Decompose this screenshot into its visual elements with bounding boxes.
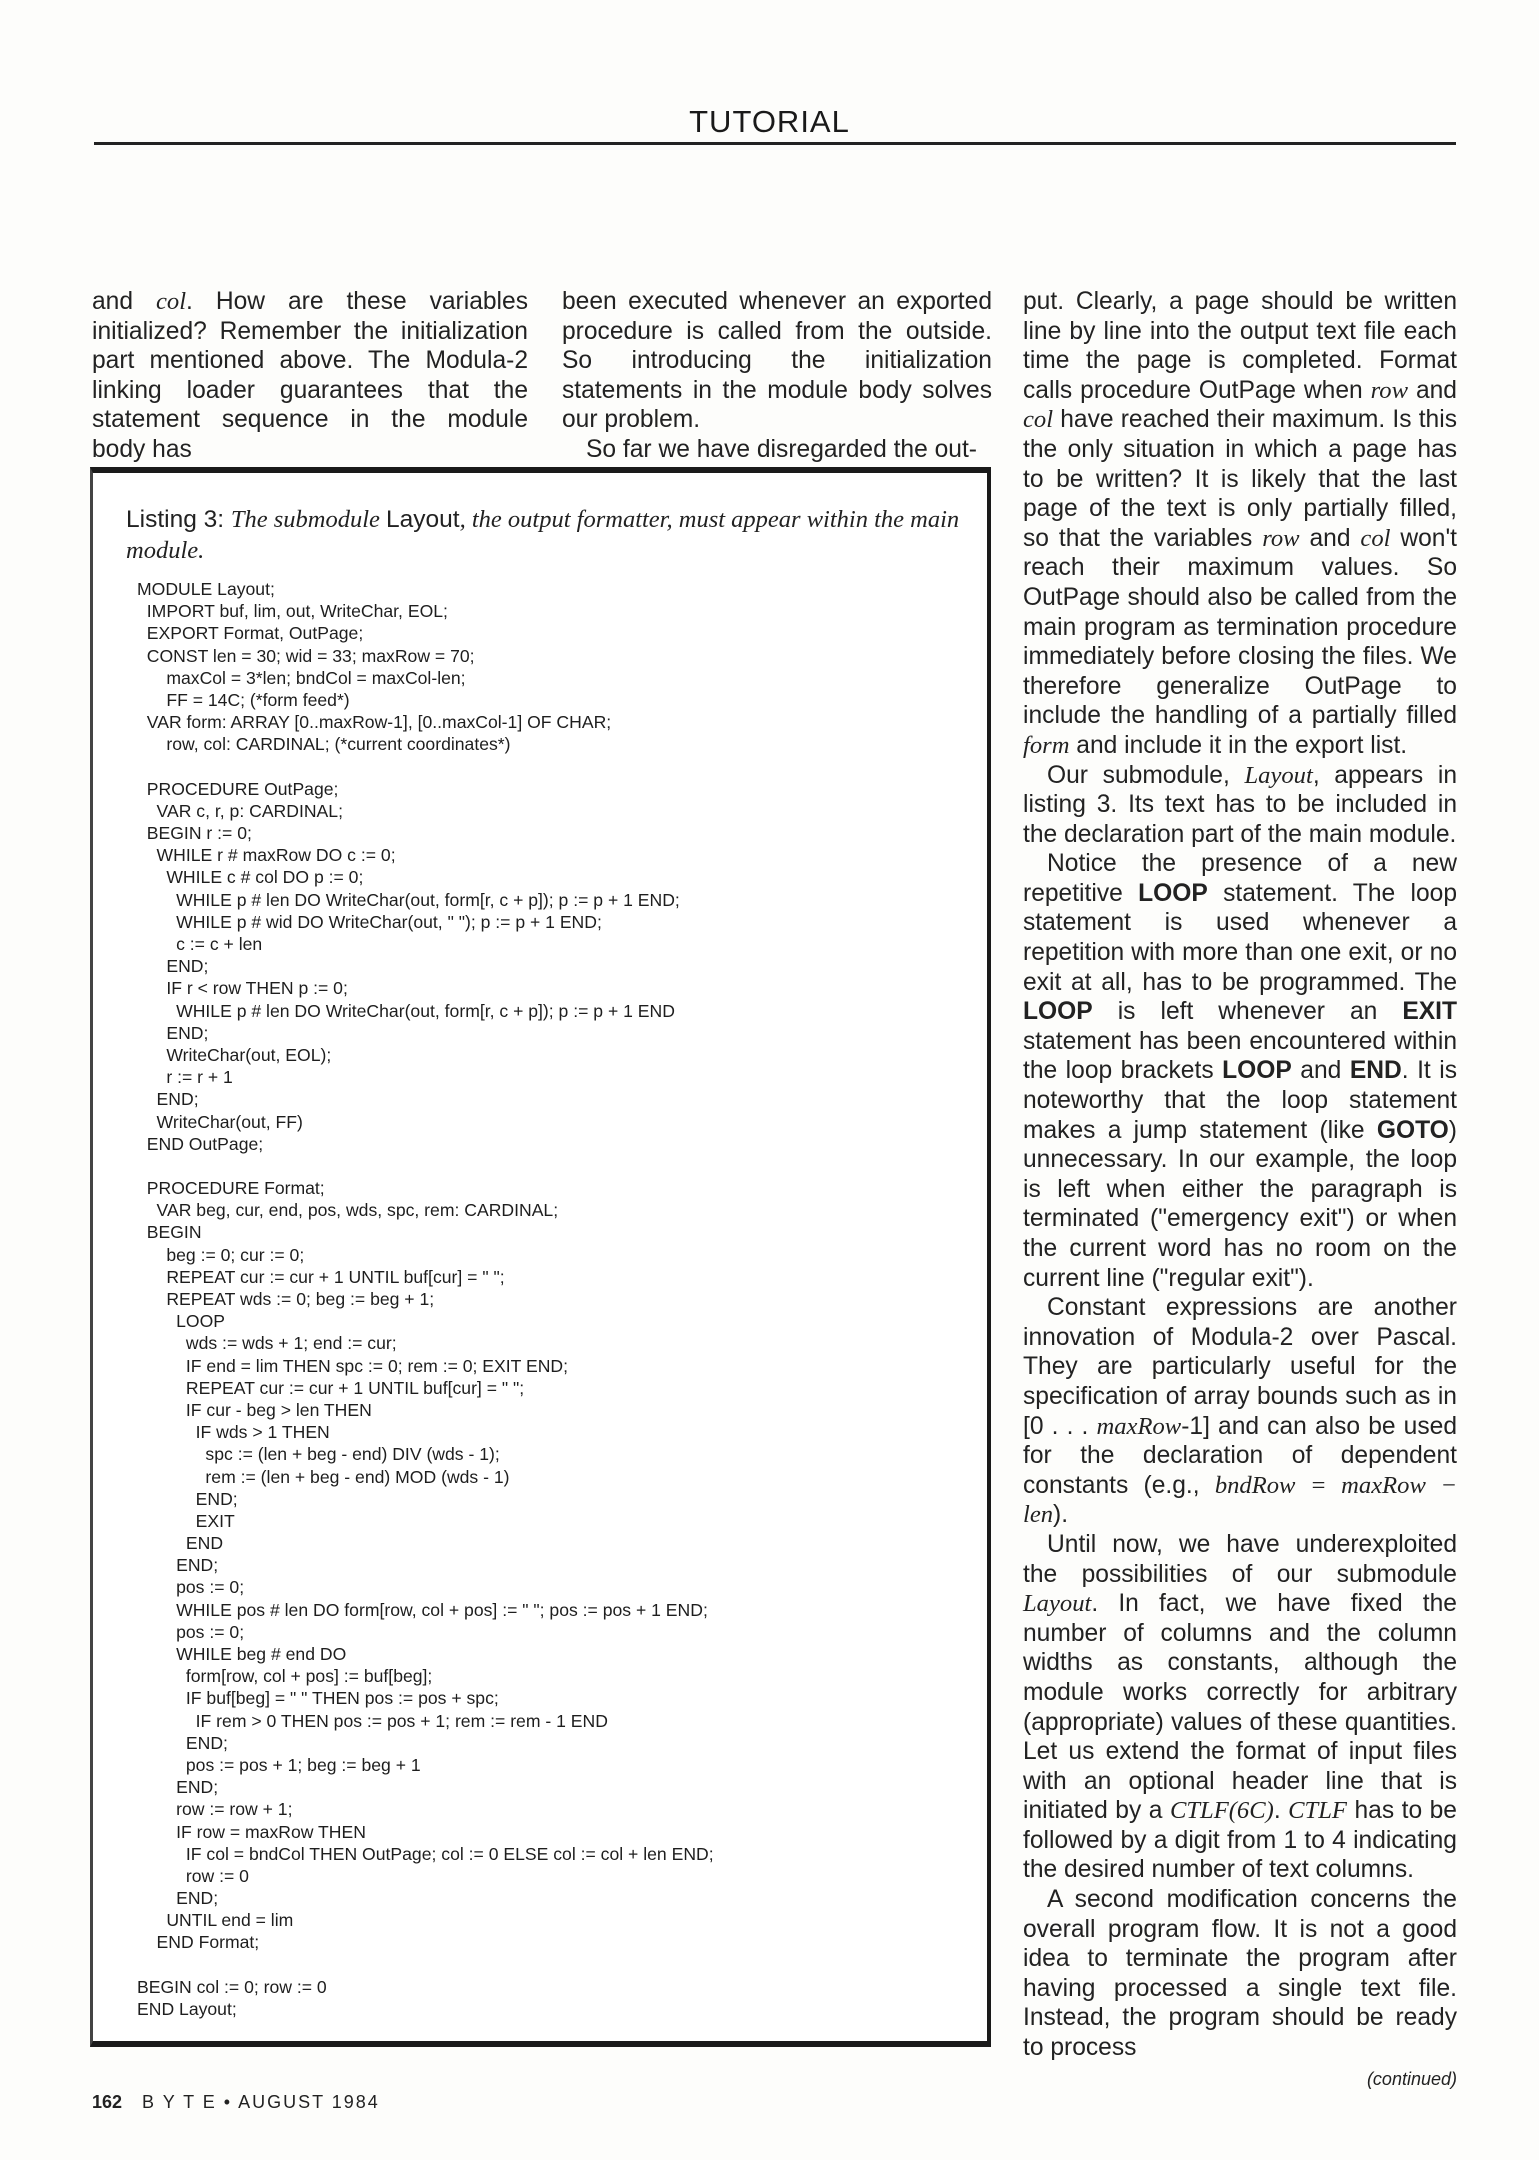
code-line: VAR c, r, p: CARDINAL; <box>137 800 343 821</box>
code-line: WriteChar(out, EOL); <box>137 1044 332 1065</box>
paragraph <box>1023 1293 1457 1530</box>
listing-caption <box>126 504 976 566</box>
code-line: END Format; <box>137 1932 260 1953</box>
text-run: Until now, we have underexploited the possibilities of our submodule <box>1023 1530 1457 1588</box>
code-line: r := r + 1 <box>137 1067 233 1088</box>
code-line: WHILE p # len DO WriteChar(out, form[r, c + p]); p := p + 1 END <box>137 1000 675 1021</box>
page-footer <box>92 2092 380 2113</box>
listing-caption-after: , the output formatter, must appear within the main module. <box>126 506 960 564</box>
continued-note: (continued) <box>1366 2068 1457 2089</box>
text-run: EXIT <box>1402 998 1457 1026</box>
paragraph <box>562 287 992 435</box>
paragraph <box>1023 1530 1457 1885</box>
paragraph <box>1023 287 1457 761</box>
text-run: col <box>155 288 187 315</box>
code-line: maxCol = 3*len; bndCol = maxCol-len; <box>137 667 466 688</box>
code-line: WHILE p # len DO WriteChar(out, form[r, c + p]); p := p + 1 END; <box>137 889 680 910</box>
listing-caption-name: Layout <box>386 506 460 533</box>
code-line: END; <box>137 1888 219 1909</box>
code-line: END; <box>137 1022 209 1043</box>
text-run: and <box>1291 1057 1350 1085</box>
text-run: -1] and can also be used for the declaration of dependent constants (e.g., <box>1023 1412 1457 1499</box>
listing-caption-before: The submodule <box>230 506 387 533</box>
text-run: and <box>1408 376 1457 404</box>
code-line: WriteChar(out, FF) <box>137 1111 303 1132</box>
code-line: IF rem > 0 THEN pos := pos + 1; rem := rem - 1 END <box>137 1710 608 1731</box>
text-run: GOTO <box>1376 1116 1449 1144</box>
text-run: ) unnecessary. In our example, the loop is left when either the paragraph is terminated ("emergency exit") or when the current word has no room on the current line ("regular exit"). <box>1023 1116 1457 1292</box>
code-line: c := c + len <box>137 934 263 954</box>
code-line: beg := 0; cur := 0; <box>137 1244 305 1265</box>
paragraph <box>1023 849 1457 1293</box>
code-line: END; <box>137 1555 219 1576</box>
text-run: . It is noteworthy that the loop statement makes a jump statement (like <box>1023 1057 1457 1144</box>
code-line: REPEAT wds := 0; beg := beg + 1; <box>137 1289 435 1309</box>
code-line: rem := (len + beg - end) MOD (wds - 1) <box>137 1466 510 1487</box>
text-run: and include it in the export list. <box>1069 731 1408 759</box>
code-line: IF col = bndCol THEN OutPage; col := 0 ELSE col := col + len END; <box>137 1843 714 1864</box>
code-line: END; <box>137 1777 219 1798</box>
code-line: VAR beg, cur, end, pos, wds, spc, rem: CARDINAL; <box>137 1200 559 1221</box>
paragraph <box>1023 761 1457 850</box>
code-line: END; <box>137 1488 238 1509</box>
page-number: 162 <box>92 2092 123 2112</box>
code-line: IF cur - beg > len THEN <box>137 1399 372 1420</box>
text-run: LOOP <box>1023 998 1093 1026</box>
text-run: statement. The loop statement is used whenever a repetition with more than one exit, or no exit at all, has to be programmed. The <box>1023 879 1457 996</box>
code-line: pos := 0; <box>137 1621 245 1642</box>
text-run: has to be followed by a digit from 1 to 4 indicating the desired number of text columns. <box>1023 1797 1457 1884</box>
text-run: Our submodule, <box>1047 761 1245 789</box>
code-line <box>137 756 987 778</box>
code-line: spc := (len + beg - end) DIV (wds - 1); <box>137 1444 500 1465</box>
code-line: pos := 0; <box>137 1577 245 1598</box>
code-line: WHILE pos # len DO form[row, col + pos] := " "; pos := pos + 1 END; <box>137 1599 708 1620</box>
text-run: is left whenever an <box>1092 998 1403 1026</box>
text-run: CTLF(6C) <box>1169 1797 1274 1825</box>
code-line: UNTIL end = lim <box>137 1910 294 1931</box>
text-run: row <box>1262 524 1300 552</box>
code-line: IF row = maxRow THEN <box>137 1821 366 1842</box>
code-line: PROCEDURE Format; <box>137 1178 325 1199</box>
code-line: WHILE r # maxRow DO c := 0; <box>137 845 396 866</box>
code-line: BEGIN r := 0; <box>137 823 252 844</box>
code-line: END OutPage; <box>137 1133 264 1154</box>
text-run: . <box>1273 1797 1289 1825</box>
text-run: LOOP <box>1138 879 1208 907</box>
code-line: END <box>137 1533 224 1554</box>
code-line: wds := wds + 1; end := cur; <box>137 1333 397 1354</box>
text-run: A second modification concerns the overall program flow. It is not a good idea to terminate the program after having processed a single text file. Instead, the program should be ready to process <box>1023 1886 1457 2062</box>
text-run: won't reach their maximum values. So OutPage should also be called from the main program as termination procedure immediately before closing the files. We therefore generalize OutPage to include the handling of a partially filled <box>1023 524 1457 730</box>
code-line: WHILE beg # end DO <box>137 1644 347 1664</box>
code-line: MODULE Layout; <box>137 579 275 599</box>
code-line: pos := pos + 1; beg := beg + 1 <box>137 1754 421 1775</box>
paragraph <box>92 287 528 465</box>
code-line: FF = 14C; (*form feed*) <box>137 689 350 710</box>
code-line: LOOP <box>137 1311 225 1332</box>
code-line: REPEAT cur := cur + 1 UNTIL buf[cur] = " "; <box>137 1377 525 1398</box>
code-line: row := row + 1; <box>137 1799 293 1820</box>
text-run: and <box>1299 524 1361 552</box>
code-line: END; <box>137 1732 228 1753</box>
text-run: Constant expressions are another innovation of Modula-2 over Pascal. They are particularly useful for the specification of array bounds such as in [0 . . . <box>1023 1294 1457 1440</box>
code-line: EXIT <box>137 1510 235 1531</box>
text-run: col <box>1023 406 1054 434</box>
text-column-2 <box>562 287 992 465</box>
text-run: have reached their maximum. Is this the only situation in which a page has to be written? It is likely that the last page of the text is only partially filled, so that the variables <box>1023 406 1457 552</box>
code-line: END; <box>137 1089 199 1110</box>
code-line: END; <box>137 956 209 977</box>
code-line: WHILE c # col DO p := 0; <box>137 867 364 888</box>
paragraph <box>1023 1885 1457 2063</box>
code-line: EXPORT Format, OutPage; <box>137 623 364 644</box>
text-run: bndRow = maxRow − len <box>1023 1471 1457 1529</box>
text-column-1 <box>92 287 528 465</box>
paragraph <box>562 435 992 465</box>
code-line: VAR form: ARRAY [0..maxRow-1], [0..maxCol-1] OF CHAR; <box>137 712 612 733</box>
text-run: Notice the presence of a new repetitive <box>1023 850 1457 907</box>
text-run: CTLF <box>1288 1797 1347 1825</box>
code-line: IF buf[beg] = " " THEN pos := pos + spc; <box>137 1688 499 1709</box>
text-run: Layout <box>1023 1590 1092 1618</box>
code-line: row := 0 <box>137 1865 249 1886</box>
text-run: So far we have disregarded the out- <box>586 435 978 463</box>
code-line: IF wds > 1 THEN <box>137 1422 330 1443</box>
code-line: IMPORT buf, lim, out, WriteChar, EOL; <box>137 601 448 622</box>
code-line <box>137 1954 987 1976</box>
text-run: and <box>92 288 156 315</box>
text-run: Layout <box>1244 761 1313 789</box>
text-run: put. Clearly, a page should be written line by line into the output text file each time the page is completed. Format calls procedure OutPage when <box>1023 288 1457 404</box>
code-line: IF r < row THEN p := 0; <box>137 978 348 999</box>
code-line: form[row, col + pos] := buf[beg]; <box>137 1666 433 1687</box>
code-line <box>137 1155 987 1177</box>
text-run: form <box>1023 731 1070 759</box>
listing-3-box <box>90 467 991 2047</box>
text-run: ). <box>1053 1501 1069 1529</box>
text-run: . How are these variables initialized? Remember the initialization part mentioned above. The Modula-2 linking loader guarantees that the statement sequence in the module body has <box>92 288 528 463</box>
code-line: REPEAT cur := cur + 1 UNTIL buf[cur] = " "; <box>137 1266 505 1287</box>
text-run: , appears in listing 3. Its text has to be included in the declaration part of the main module. <box>1023 761 1457 848</box>
listing-code <box>137 578 987 2020</box>
text-run: . In fact, we have fixed the number of columns and the column widths as constants, although the module works correctly for arbitrary (appropriate) values of these quantities. Let us extend the format of input files with an optional header line that is initiated by a <box>1023 1590 1457 1825</box>
listing-label: Listing 3: <box>126 506 231 533</box>
text-run: LOOP <box>1222 1057 1292 1085</box>
code-line: END Layout; <box>137 1999 237 2019</box>
header-rule <box>94 142 1456 145</box>
publication-line: B Y T E • AUGUST 1984 <box>142 2092 380 2112</box>
code-line: row, col: CARDINAL; (*current coordinates*) <box>137 734 511 755</box>
text-run: been executed whenever an exported procedure is called from the outside. So introducing the initialization statements in the module body solves our problem. <box>562 288 992 434</box>
code-line: IF end = lim THEN spc := 0; rem := 0; EXIT END; <box>137 1355 569 1376</box>
code-line: BEGIN col := 0; row := 0 <box>137 1976 327 1997</box>
text-run: row <box>1370 376 1408 404</box>
code-line: PROCEDURE OutPage; <box>137 778 339 799</box>
running-header: TUTORIAL <box>689 104 850 139</box>
text-column-3 <box>1023 287 1457 2094</box>
code-line: BEGIN <box>137 1222 202 1243</box>
text-run: statement has been encountered within the loop brackets <box>1023 1027 1457 1085</box>
text-run: END <box>1349 1057 1402 1085</box>
text-run: col <box>1360 524 1391 552</box>
text-run: maxRow <box>1096 1412 1182 1440</box>
code-line: WHILE p # wid DO WriteChar(out, " "); p := p + 1 END; <box>137 911 602 932</box>
code-line: CONST len = 30; wid = 33; maxRow = 70; <box>137 645 475 666</box>
